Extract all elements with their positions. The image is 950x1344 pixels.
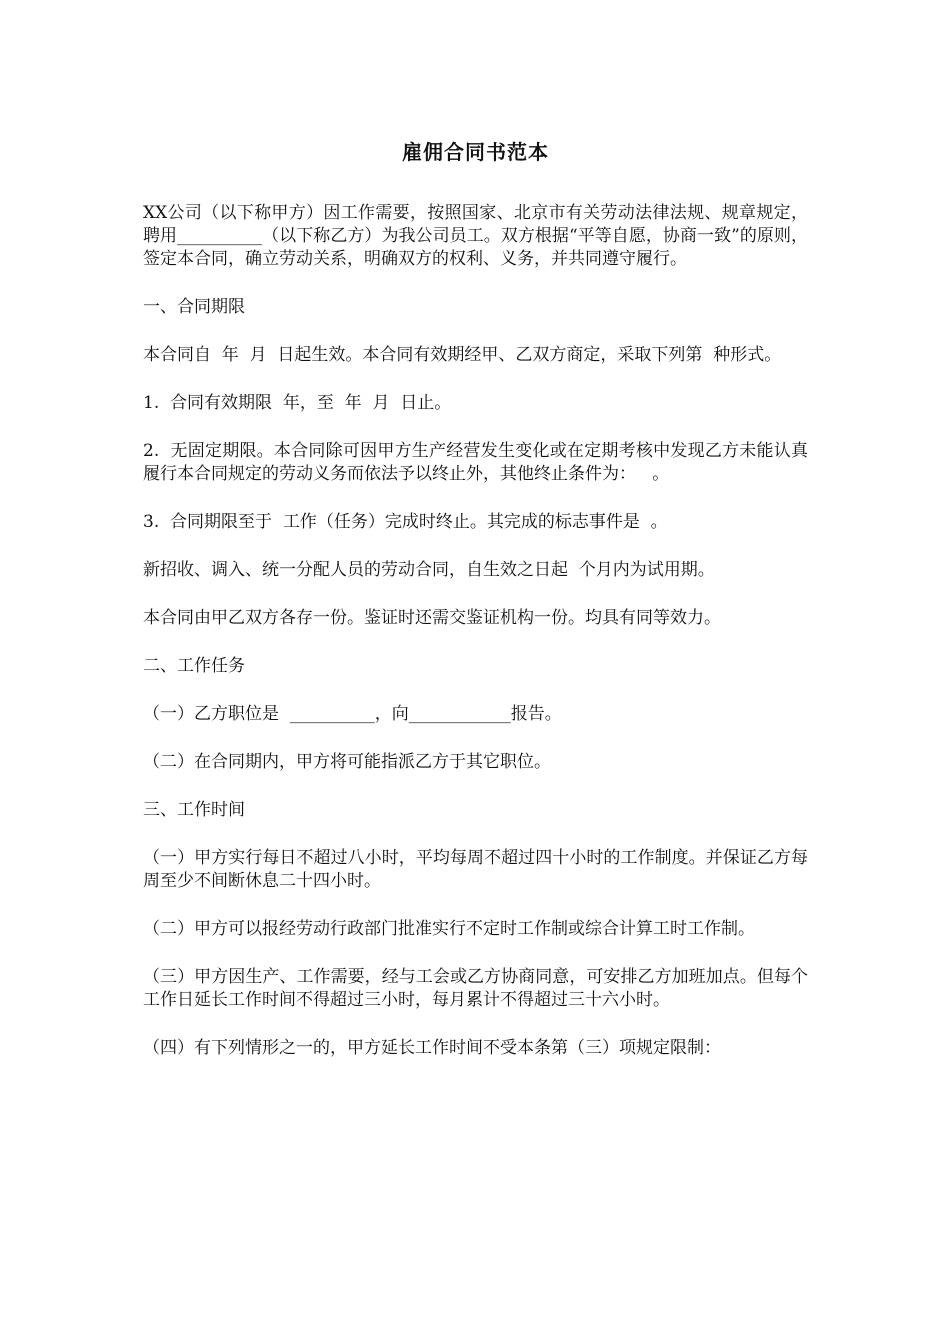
section-heading-hours: 三、工作时间 [143,800,245,820]
document-page [143,138,808,1085]
intro-paragraph: XX公司（以下称甲方）因工作需要，按照国家、北京市有关劳动法律法规、规章规定，聘用__________（以下称乙方）为我公司员工。双方根据“平等自愿，协商一致”的原则，签定本合同，确立劳动关系，明确双方的权利、义务，并共同遵守履行。 [143,203,808,269]
term-paragraph-6: 本合同由甲乙双方各存一份。鉴证时还需交鉴证机构一份。均具有同等效力。 [143,608,721,628]
hours-paragraph-1: （一）甲方实行每日不超过八小时，平均每周不超过四十小时的工作制度。并保证乙方每周至少不间断休息二十四小时。 [143,848,808,891]
hours-paragraph-2: （二）甲方可以报经劳动行政部门批准实行不定时工作制或综合计算工时工作制。 [143,919,755,939]
section-heading-tasks: 二、工作任务 [143,656,245,676]
section-heading-term: 一、合同期限 [143,297,245,317]
tasks-paragraph-2: （二）在合同期内，甲方将可能指派乙方于其它职位。 [143,752,551,772]
term-paragraph-3: 2. 无固定期限。本合同除可因甲方生产经营发生变化或在定期考核中发现乙方未能认真履行本合同规定的劳动义务而依法予以终止外，其他终止条件为： 。 [143,441,808,484]
document-title: 雇佣合同书范本 [402,140,549,164]
hours-paragraph-3: （三）甲方因生产、工作需要，经与工会或乙方协商同意，可安排乙方加班加点。但每个工作日延长工作时间不得超过三小时，每月累计不得超过三十六小时。 [143,967,808,1010]
term-paragraph-2: 1. 合同有效期限 年，至 年 月 日止。 [143,393,452,413]
term-paragraph-4: 3. 合同期限至于 工作（任务）完成时终止。其完成的标志事件是 。 [143,512,668,532]
term-paragraph-1: 本合同自 年 月 日起生效。本合同有效期经甲、乙双方商定，采取下列第 种形式。 [143,345,782,365]
tasks-paragraph-1: （一）乙方职位是 __________，向____________报告。 [143,704,562,724]
hours-paragraph-4: （四）有下列情形之一的，甲方延长工作时间不受本条第（三）项规定限制： [143,1038,721,1058]
term-paragraph-5: 新招收、调入、统一分配人员的劳动合同，自生效之日起 个月内为试用期。 [143,560,715,580]
